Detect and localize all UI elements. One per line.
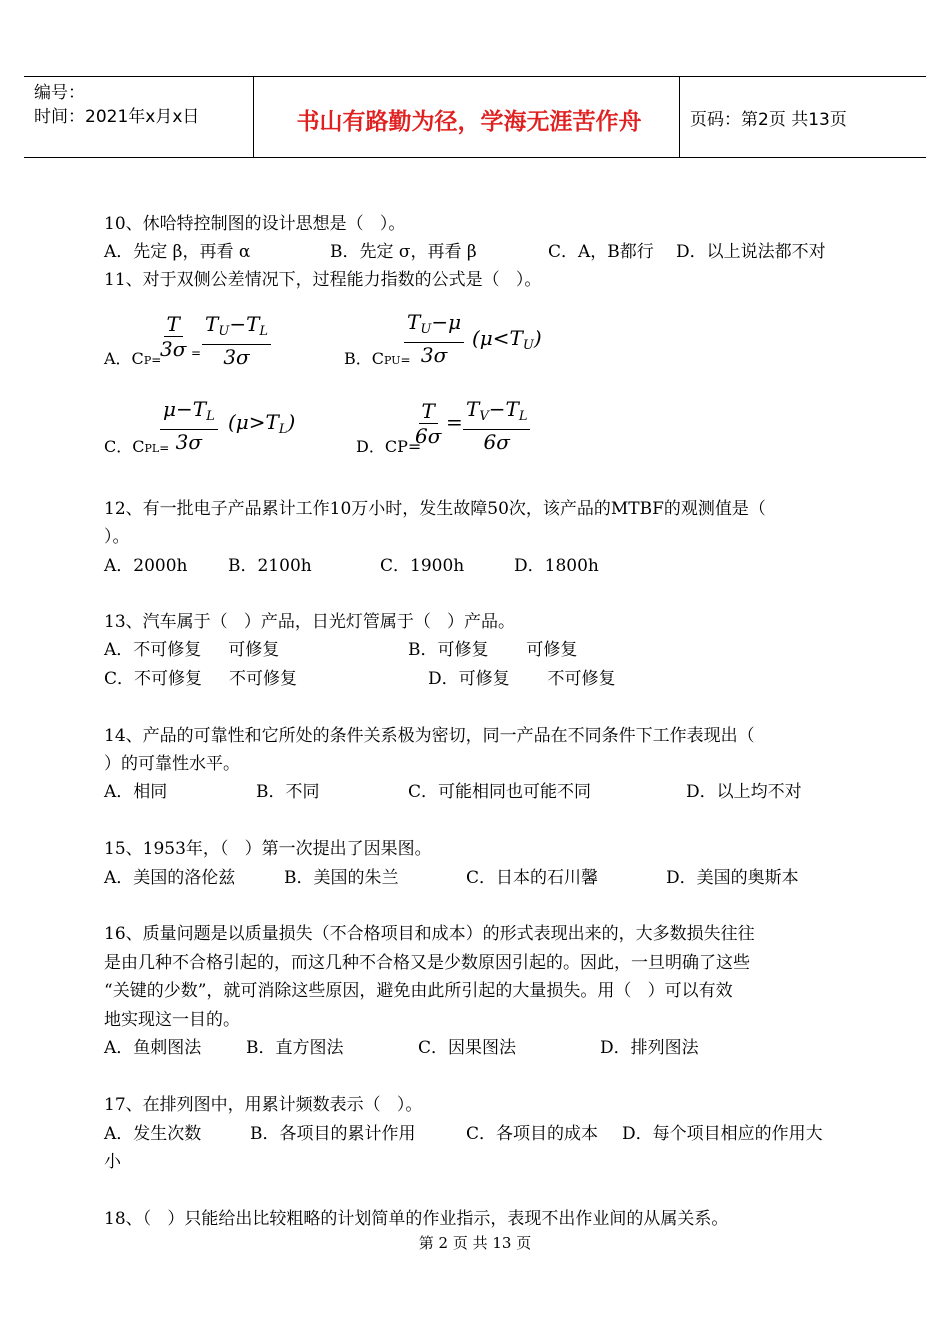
question-10-text: 10、休哈特控制图的设计思想是（ ）。	[104, 214, 406, 234]
question-12-text-cont: ）。	[104, 527, 130, 547]
q11-label-a: A．CP=	[104, 349, 162, 368]
formula-d-equals: =	[446, 410, 463, 434]
page-header	[24, 76, 926, 158]
q11-equals: =	[191, 346, 202, 360]
q12-option-c: C．1900h	[380, 556, 465, 576]
question-16-text-cont: 地实现这一目的。	[104, 1010, 240, 1030]
q14-option-b: B．不同	[256, 782, 320, 802]
q10-option-d: D．以上说法都不对	[676, 242, 826, 262]
q16-option-b: B．直方图法	[246, 1038, 344, 1058]
question-18-text: 18、（ ）只能给出比较粗略的计划简单的作业指示，表现不出作业间的从属关系。	[104, 1209, 729, 1229]
q13-option-b: B．可修复 可修复	[408, 640, 578, 660]
header-meta	[34, 81, 199, 129]
q15-option-d: D．美国的奥斯本	[666, 868, 799, 888]
q17-option-d-cont: 小	[104, 1152, 121, 1172]
q15-option-c: C．日本的石川馨	[466, 868, 599, 888]
q16-option-a: A．鱼刺图法	[104, 1038, 202, 1058]
q15-option-b: B．美国的朱兰	[284, 868, 399, 888]
q11-label-d: D．CP=	[356, 437, 422, 456]
header-divider	[679, 77, 680, 157]
formula-c-frac: $\frac{\mu-T_L}{3\sigma}$	[160, 397, 218, 454]
question-16-text: 16、质量问题是以质量损失（不合格项目和成本）的形式表现出来的，大多数损失往往	[104, 924, 755, 944]
q16-option-d: D．排列图法	[600, 1038, 699, 1058]
q10-option-c: C．A，B都行	[548, 242, 654, 262]
question-11-text: 11、对于双侧公差情况下，过程能力指数的公式是（ ）。	[104, 270, 542, 290]
question-13-text: 13、汽车属于（ ）产品，日光灯管属于（ ）产品。	[104, 612, 516, 632]
q10-option-b: B．先定 σ，再看 β	[330, 242, 477, 262]
formula-c-condition: $(\mu>T_L)$	[228, 410, 296, 437]
q15-option-a: A．美国的洛伦兹	[104, 868, 236, 888]
formula-d-frac-2: $\frac{T_V-T_L}{6\sigma}$	[463, 397, 530, 454]
header-page-label: 页码：第2页 共13页	[690, 110, 847, 130]
q12-option-d: D．1800h	[514, 556, 599, 576]
q10-option-a: A．先定 β，再看 α	[104, 242, 251, 262]
formula-b-frac: $\frac{T_U-\mu}{3\sigma}$	[404, 310, 464, 367]
question-12-text: 12、有一批电子产品累计工作10万小时，发生故障50次，该产品的MTBF的观测值是（	[104, 499, 766, 519]
q14-option-c: C．可能相同也可能不同	[408, 782, 592, 802]
q17-option-d: D．每个项目相应的作用大	[622, 1124, 823, 1144]
q13-option-d: D．可修复 不可修复	[428, 669, 616, 689]
question-16-text-cont: 是由几种不合格引起的，而这几种不合格又是少数原因引起的。因此，一旦明确了这些	[104, 953, 750, 973]
question-16-text-cont: “关键的少数”，就可消除这些原因，避免由此所引起的大量损失。用（ ）可以有效	[104, 981, 733, 1001]
page-footer: 第 2 页 共 13 页	[418, 1234, 532, 1252]
q17-option-a: A．发生次数	[104, 1124, 202, 1144]
q13-option-c: C．不可修复 不可修复	[104, 669, 298, 689]
q12-option-a: A．2000h	[104, 556, 188, 576]
serial-label: 编号：	[34, 83, 85, 103]
formula-d-frac-1: $\frac{T}{6\sigma}$	[415, 399, 442, 448]
header-motto: 书山有路勤为径，学海无涯苦作舟	[296, 109, 642, 135]
question-14-text-cont: ）的可靠性水平。	[104, 754, 240, 774]
q13-option-a: A．不可修复 可修复	[104, 640, 280, 660]
q17-option-b: B．各项目的累计作用	[250, 1124, 416, 1144]
q14-option-d: D．以上均不对	[686, 782, 802, 802]
q14-option-a: A．相同	[104, 782, 168, 802]
q17-option-c: C．各项目的成本	[466, 1124, 599, 1144]
q16-option-c: C．因果图法	[418, 1038, 517, 1058]
time-label: 时间：2021年x月x日	[34, 107, 200, 127]
question-14-text: 14、产品的可靠性和它所处的条件关系极为密切，同一产品在不同条件下工作表现出（	[104, 726, 755, 746]
question-15-text: 15、1953年，（ ）第一次提出了因果图。	[104, 839, 432, 859]
q12-option-b: B．2100h	[228, 556, 312, 576]
formula-a-frac-2: $\frac{T_U-T_L}{3\sigma}$	[202, 312, 271, 369]
question-17-text: 17、在排列图中，用累计频数表示（ ）。	[104, 1095, 423, 1115]
formula-b-condition: $(\mu<T_U)$	[472, 326, 542, 353]
formula-a-frac-1: $\frac{T}{3\sigma}$	[160, 312, 187, 361]
q11-label-c: C．CPL=	[104, 437, 170, 456]
q11-label-b: B．CPU=	[344, 349, 411, 368]
